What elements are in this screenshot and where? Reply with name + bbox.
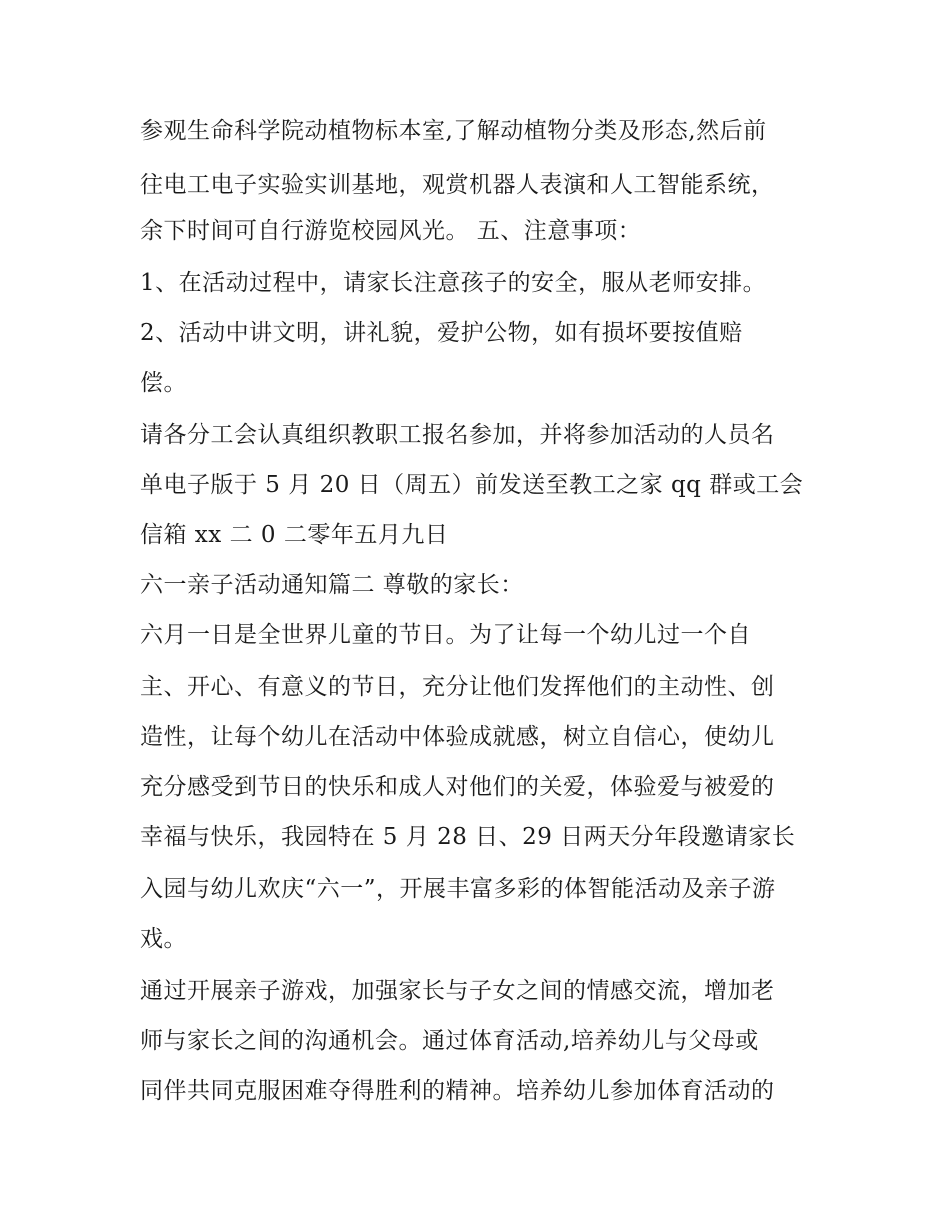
text-line: 同伴共同克服困难夺得胜利的精神。培养幼儿参加体育活动的 xyxy=(140,1078,775,1104)
text-line: 六月一日是全世界儿童的节日。为了让每一个幼儿过一个自 xyxy=(140,622,751,648)
text-line: 六一亲子活动通知篇二 尊敬的家长： xyxy=(140,572,524,598)
text-line: 参观生命科学院动植物标本室,了解动植物分类及形态,然后前 xyxy=(140,118,767,144)
text-line: 2、活动中讲文明，讲礼貌，爱护公物，如有损坏要按值赔 xyxy=(140,320,743,346)
text-line: 充分感受到节日的快乐和成人对他们的关爱，体验爱与被爱的 xyxy=(140,774,775,800)
text-line: 请各分工会认真组织教职工报名参加，并将参加活动的人员名 xyxy=(140,422,775,448)
text-line: 戏。 xyxy=(140,926,187,952)
text-line: 往电工电子实验实训基地，观赏机器人表演和人工智能系统， xyxy=(140,172,775,198)
text-line: 信箱 xx 二 0 二零年五月九日 xyxy=(140,522,449,548)
text-line: 单电子版于 5 月 20 日（周五）前发送至教工之家 qq 群或工会 xyxy=(140,472,804,498)
text-line: 偿。 xyxy=(140,370,187,396)
text-line: 通过开展亲子游戏，加强家长与子女之间的情感交流，增加老 xyxy=(140,978,775,1004)
text-line: 幸福与快乐，我园特在 5 月 28 日、29 日两天分年段邀请家长 xyxy=(140,824,796,850)
text-line: 1、在活动过程中，请家长注意孩子的安全，服从老师安排。 xyxy=(140,270,767,296)
text-line: 造性，让每个幼儿在活动中体验成就感，树立自信心，使幼儿 xyxy=(140,724,775,750)
text-line: 师与家长之间的沟通机会。通过体育活动,培养幼儿与父母或 xyxy=(140,1028,759,1054)
text-line: 余下时间可自行游览校园风光。 五、注意事项： xyxy=(140,218,642,244)
text-line: 主、开心、有意义的节日，充分让他们发挥他们的主动性、创 xyxy=(140,674,775,700)
text-line: 入园与幼儿欢庆“六一”，开展丰富多彩的体智能活动及亲子游 xyxy=(140,876,776,902)
